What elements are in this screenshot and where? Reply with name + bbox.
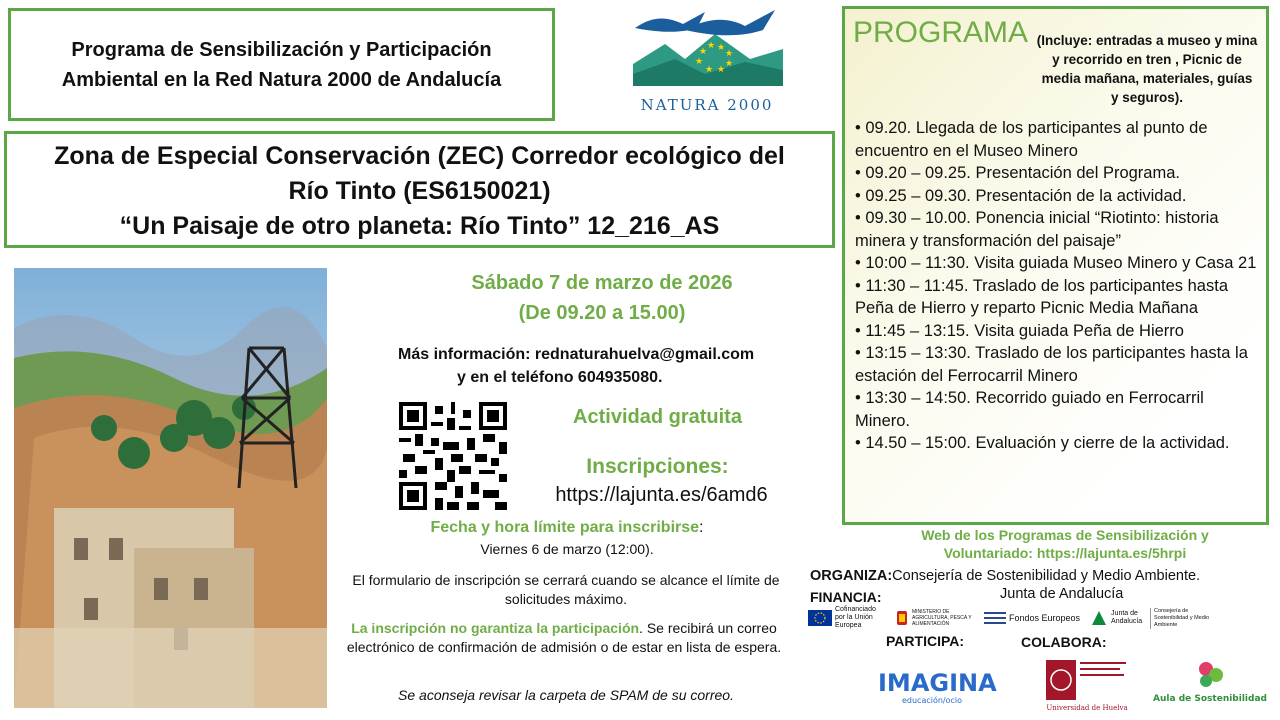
- program-line-2: Ambiental en la Red Natura 2000 de Andalucía: [61, 68, 502, 91]
- svg-text:educación/ocio: educación/ocio: [901, 696, 963, 705]
- ministerio-logo: [895, 609, 974, 627]
- junta-text: Junta de Andalucía: [1111, 610, 1143, 625]
- organiza-label: ORGANIZA:: [810, 568, 893, 584]
- program-header-box: [8, 8, 555, 121]
- programa-item: • 09.20 – 09.25. Presentación del Programa.: [855, 164, 1180, 182]
- programa-item: • 14.50 – 15:00. Evaluación y cierre de la actividad.: [855, 434, 1230, 452]
- imagina-logo: [872, 661, 997, 706]
- fondos-europeos-logo: [984, 611, 1080, 625]
- deadline-date: Viernes 6 de marzo (12:00).: [480, 541, 654, 557]
- svg-text:★: ★: [725, 49, 734, 59]
- financia-logos: [808, 603, 1278, 633]
- event-date: Sábado 7 de marzo de 2026: [471, 272, 733, 294]
- svg-text:IMAGINA: IMAGINA: [878, 669, 997, 697]
- programa-item: • 09.30 – 10.00. Ponencia inicial “Riotinto: historia minera y transformación del paisaje”: [855, 209, 1219, 250]
- web-line-1: Web de los Programas de Sensibilización y: [921, 527, 1209, 543]
- programa-item: • 09.20. Llegada de los participantes al punto de encuentro en el Museo Minero: [855, 119, 1208, 160]
- svg-text:★: ★: [717, 43, 726, 53]
- programa-item: • 10:00 – 11:30. Visita guiada Museo Minero y Casa 21: [855, 254, 1257, 272]
- svg-text:Aula de Sostenibilidad: Aula de Sostenibilidad: [1153, 694, 1267, 704]
- title-line-1: Zona de Especial Conservación (ZEC) Corredor ecológico del: [54, 142, 785, 170]
- universidad-huelva-logo: [1044, 658, 1130, 714]
- consejeria-text: Consejería de Sostenibilidad y Medio Ambiente: [1150, 608, 1212, 629]
- deadline-label: [352, 519, 782, 537]
- programa-list: [853, 117, 1258, 455]
- event-hours: (De 09.20 a 15.00): [518, 302, 686, 324]
- programa-box: [842, 6, 1269, 525]
- financia-label: FINANCIA:: [810, 589, 882, 605]
- colabora-label: COLABORA:: [1021, 634, 1107, 650]
- web-line-2[interactable]: Voluntariado: https://lajunta.es/5hrpi: [943, 545, 1187, 561]
- guarantee-bold: La inscripción no garantiza la participación: [351, 620, 640, 636]
- form-closing-note: El formulario de inscripción se cerrará cuando se alcance el límite de solicitudes máximo.: [352, 572, 780, 607]
- programa-item: • 09.25 – 09.30. Presentación de la actividad.: [855, 186, 1187, 205]
- svg-text:★: ★: [707, 41, 716, 51]
- programa-item: • 13:30 – 14:50. Recorrido guiado en Ferrocarril Minero.: [855, 389, 1204, 430]
- deadline-label-text: Fecha y hora límite para inscribirse: [430, 519, 700, 536]
- web-programs: [860, 526, 1270, 562]
- participa-label: PARTICIPA:: [886, 633, 965, 649]
- program-line-1: Programa de Sensibilización y Participación: [71, 38, 492, 61]
- programa-item: • 13:15 – 13:30. Traslado de los participantes hasta la estación del Ferrocarril Minero: [855, 344, 1248, 385]
- inscriptions-label: Inscripciones:: [586, 455, 729, 478]
- inscriptions-link[interactable]: https://lajunta.es/6amd6: [555, 484, 768, 506]
- fondos-text: Fondos Europeos: [1009, 613, 1081, 623]
- programa-item: • 11:45 – 13:15. Visita guiada Peña de Hierro: [855, 321, 1184, 340]
- logo-text: NATURA 2000: [640, 96, 774, 114]
- free-activity-label: Actividad gratuita: [573, 406, 742, 428]
- ministerio-text: MINISTERIO DE AGRICULTURA, PESCA Y ALIMENTACIÓN: [912, 609, 972, 627]
- organiza-text-2: Junta de Andalucía: [1000, 586, 1124, 602]
- info-email-line: Más información: rednaturahuelva@gmail.com: [398, 346, 755, 363]
- junta-logo: [1090, 608, 1212, 629]
- svg-text:Universidad de Huelva: Universidad de Huelva: [1046, 704, 1128, 712]
- aula-sostenibilidad-logo: [1153, 655, 1267, 715]
- event-date-block: [402, 268, 802, 328]
- programa-note: (Incluye: entradas a museo y mina y recorrido en tren , Picnic de media mañana, materiales, guías y seguros).: [1036, 33, 1258, 105]
- rio-tinto-painting: [14, 268, 327, 708]
- organiza-text: Consejería de Sostenibilidad y Medio Ambiente.: [892, 568, 1201, 584]
- title-line-3: “Un Paisaje de otro planeta: Río Tinto” 12_216_AS: [119, 212, 720, 240]
- guarantee-note: [344, 619, 784, 657]
- svg-text:★: ★: [705, 65, 714, 75]
- programa-item: • 11:30 – 11:45. Traslado de los participantes hasta Peña de Hierro y reparto Picnic Media Mañana: [855, 276, 1228, 317]
- svg-text:★: ★: [717, 65, 726, 75]
- info-phone-line: y en el teléfono 604935080.: [457, 369, 663, 386]
- natura-2000-logo: [625, 4, 790, 116]
- qr-code[interactable]: [399, 402, 507, 510]
- guarantee-rest: . Se recibirá un correo electrónico de confirmación de admisión o de estar en lista de espera.: [346, 620, 782, 655]
- spam-note: Se aconseja revisar la carpeta de SPAM de su correo.: [398, 687, 734, 703]
- contact-info: [398, 343, 818, 389]
- svg-text:★: ★: [699, 47, 708, 57]
- programa-title: PROGRAMA: [853, 16, 1029, 49]
- eu-text: Cofinanciado por la Unión Europea: [835, 606, 876, 629]
- svg-text:★: ★: [695, 57, 704, 67]
- title-line-2: Río Tinto (ES6150021): [288, 177, 551, 205]
- svg-text:★: ★: [725, 59, 734, 69]
- title-box: [4, 131, 835, 248]
- eu-logo: [808, 606, 885, 630]
- deadline-colon: :: [699, 519, 704, 536]
